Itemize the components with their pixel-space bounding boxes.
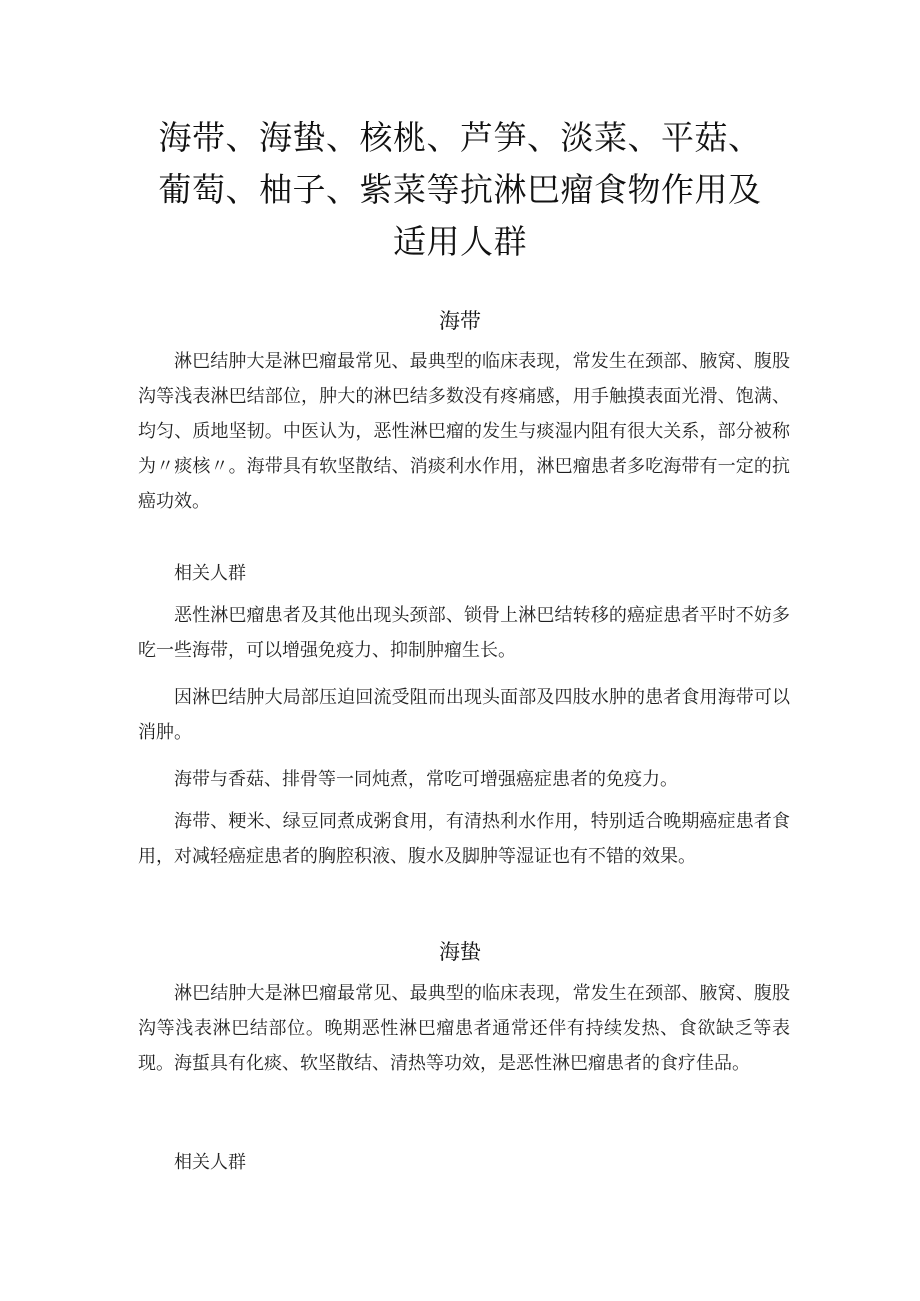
- list-item: 海带、粳米、绿豆同煮成粥食用，有清热利水作用，特别适合晚期癌症患者食用，对减轻癌症患者的胸腔积液、腹水及脚肿等湿证也有不错的效果。: [138, 811, 790, 867]
- list-item: 恶性淋巴瘤患者及其他出现头颈部、锁骨上淋巴结转移的癌症患者平时不妨多吃一些海带，可以增强免疫力、抑制肿瘤生长。: [138, 605, 790, 661]
- document-title: 海带、海蛰、核桃、芦笋、淡菜、平菇、葡萄、柚子、紫菜等抗淋巴瘤食物作用及适用人群: [158, 118, 762, 261]
- related-people-label: 相关人群: [174, 1152, 246, 1173]
- section-heading-haizhe: 海蛰: [439, 940, 481, 964]
- section-heading-haidai: 海带: [439, 309, 481, 333]
- related-people-label: 相关人群: [174, 563, 246, 584]
- section-intro-paragraph: 淋巴结肿大是淋巴瘤最常见、最典型的临床表现，常发生在颈部、腋窝、腹股沟等浅表淋巴结部位，肿大的淋巴结多数没有疼痛感，用手触摸表面光滑、饱满、均匀、质地坚韧。中医认为，恶性淋巴瘤的发生与痰湿内阻有很大关系，部分被称为〃痰核〃。海带具有软坚散结、消痰利水作用，淋巴瘤患者多吃海带有一定的抗癌功效。: [138, 351, 790, 512]
- section-intro-paragraph: 淋巴结肿大是淋巴瘤最常见、最典型的临床表现，常发生在颈部、腋窝、腹股沟等浅表淋巴结部位。晚期恶性淋巴瘤患者通常还伴有持续发热、食欲缺乏等表现。海蜇具有化痰、软坚散结、清热等功效，是恶性淋巴瘤患者的食疗佳品。: [138, 983, 790, 1074]
- list-item: 因淋巴结肿大局部压迫回流受阻而出现头面部及四肢水肿的患者食用海带可以消肿。: [138, 687, 790, 743]
- list-item: 海带与香菇、排骨等一同炖煮，常吃可增强癌症患者的免疫力。: [174, 769, 678, 790]
